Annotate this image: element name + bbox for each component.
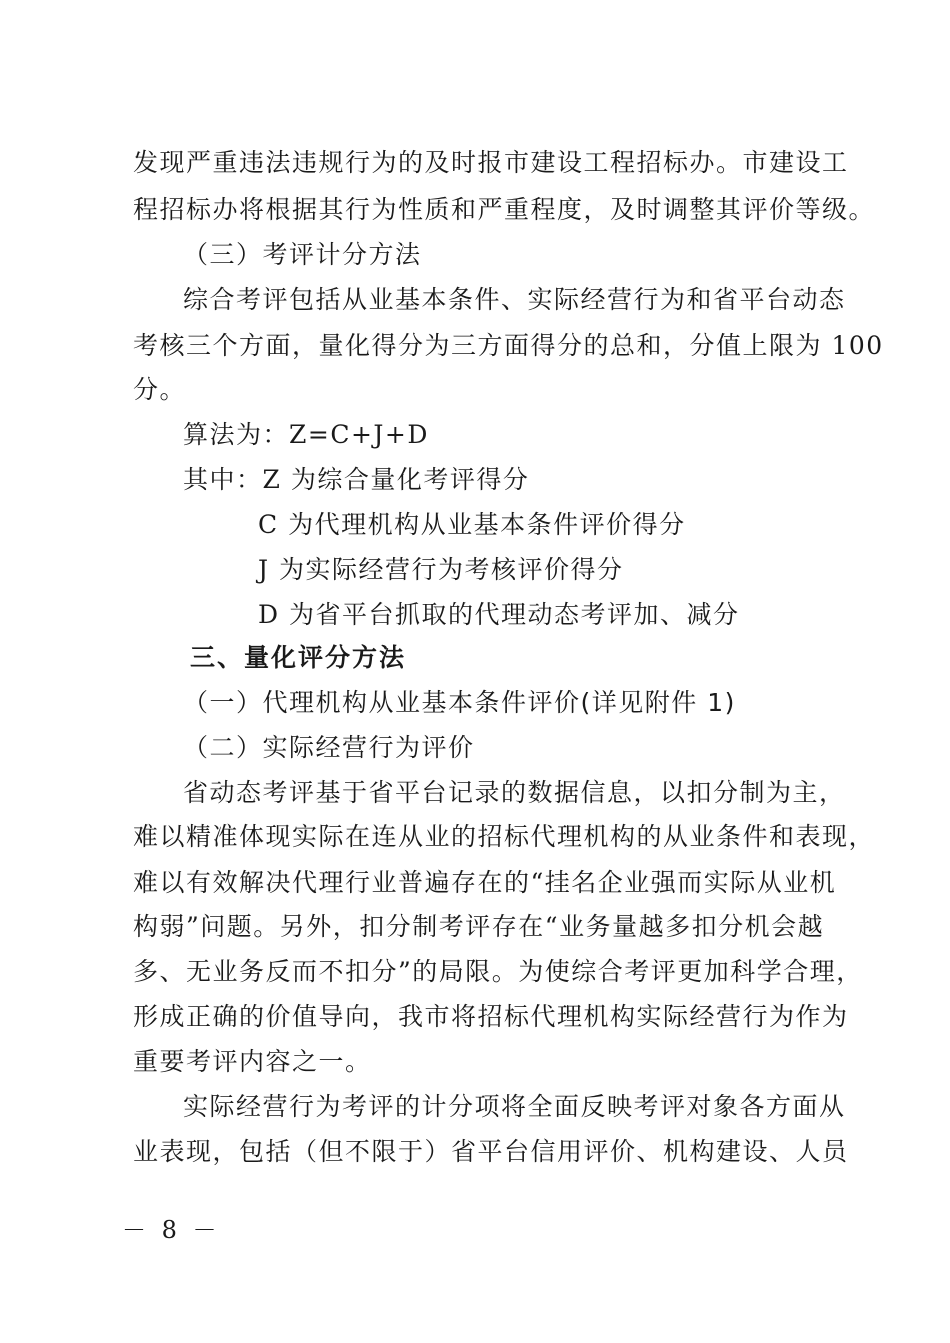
formula-definition: C 为代理机构从业基本条件评价得分 bbox=[258, 510, 686, 539]
subsection-heading: （二）实际经营行为评价 bbox=[183, 733, 475, 762]
paragraph-line: 实际经营行为考评的计分项将全面反映考评对象各方面从 bbox=[183, 1092, 846, 1121]
formula-line: 算法为：Z=C+J+D bbox=[183, 420, 429, 449]
formula-definition: D 为省平台抓取的代理动态考评加、减分 bbox=[258, 600, 740, 629]
paragraph-line: 发现严重违法违规行为的及时报市建设工程招标办。市建设工 bbox=[133, 148, 849, 177]
subsection-heading: （三）考评计分方法 bbox=[183, 240, 422, 269]
subsection-heading: （一）代理机构从业基本条件评价(详见附件 1) bbox=[183, 688, 736, 717]
paragraph-line: 形成正确的价值导向，我市将招标代理机构实际经营行为作为 bbox=[133, 1002, 849, 1031]
paragraph-line: 多、无业务反而不扣分”的局限。为使综合考评更加科学合理， bbox=[133, 957, 863, 986]
section-heading: 三、量化评分方法 bbox=[190, 643, 407, 672]
paragraph-line: 构弱”问题。另外，扣分制考评存在“业务量越多扣分机会越 bbox=[133, 912, 825, 941]
paragraph-line: 程招标办将根据其行为性质和严重程度，及时调整其评价等级。 bbox=[133, 195, 876, 224]
paragraph-line: 综合考评包括从业基本条件、实际经营行为和省平台动态 bbox=[183, 285, 846, 314]
paragraph-line: 难以有效解决代理行业普遍存在的“挂名企业强而实际从业机 bbox=[133, 868, 837, 897]
paragraph-line: 重要考评内容之一。 bbox=[133, 1047, 372, 1076]
formula-definition: 其中：Z 为综合量化考评得分 bbox=[183, 465, 530, 494]
paragraph-line: 考核三个方面，量化得分为三方面得分的总和，分值上限为 100 bbox=[133, 331, 884, 360]
formula-definition: J 为实际经营行为考核评价得分 bbox=[258, 555, 624, 584]
paragraph-line: 业表现，包括（但不限于）省平台信用评价、机构建设、人员 bbox=[133, 1137, 849, 1166]
paragraph-line: 难以精准体现实际在连从业的招标代理机构的从业条件和表现， bbox=[133, 822, 876, 851]
paragraph-line: 省动态考评基于省平台记录的数据信息，以扣分制为主， bbox=[183, 778, 846, 807]
paragraph-line: 分。 bbox=[133, 375, 187, 404]
page-number: － 8 － bbox=[122, 1216, 221, 1244]
